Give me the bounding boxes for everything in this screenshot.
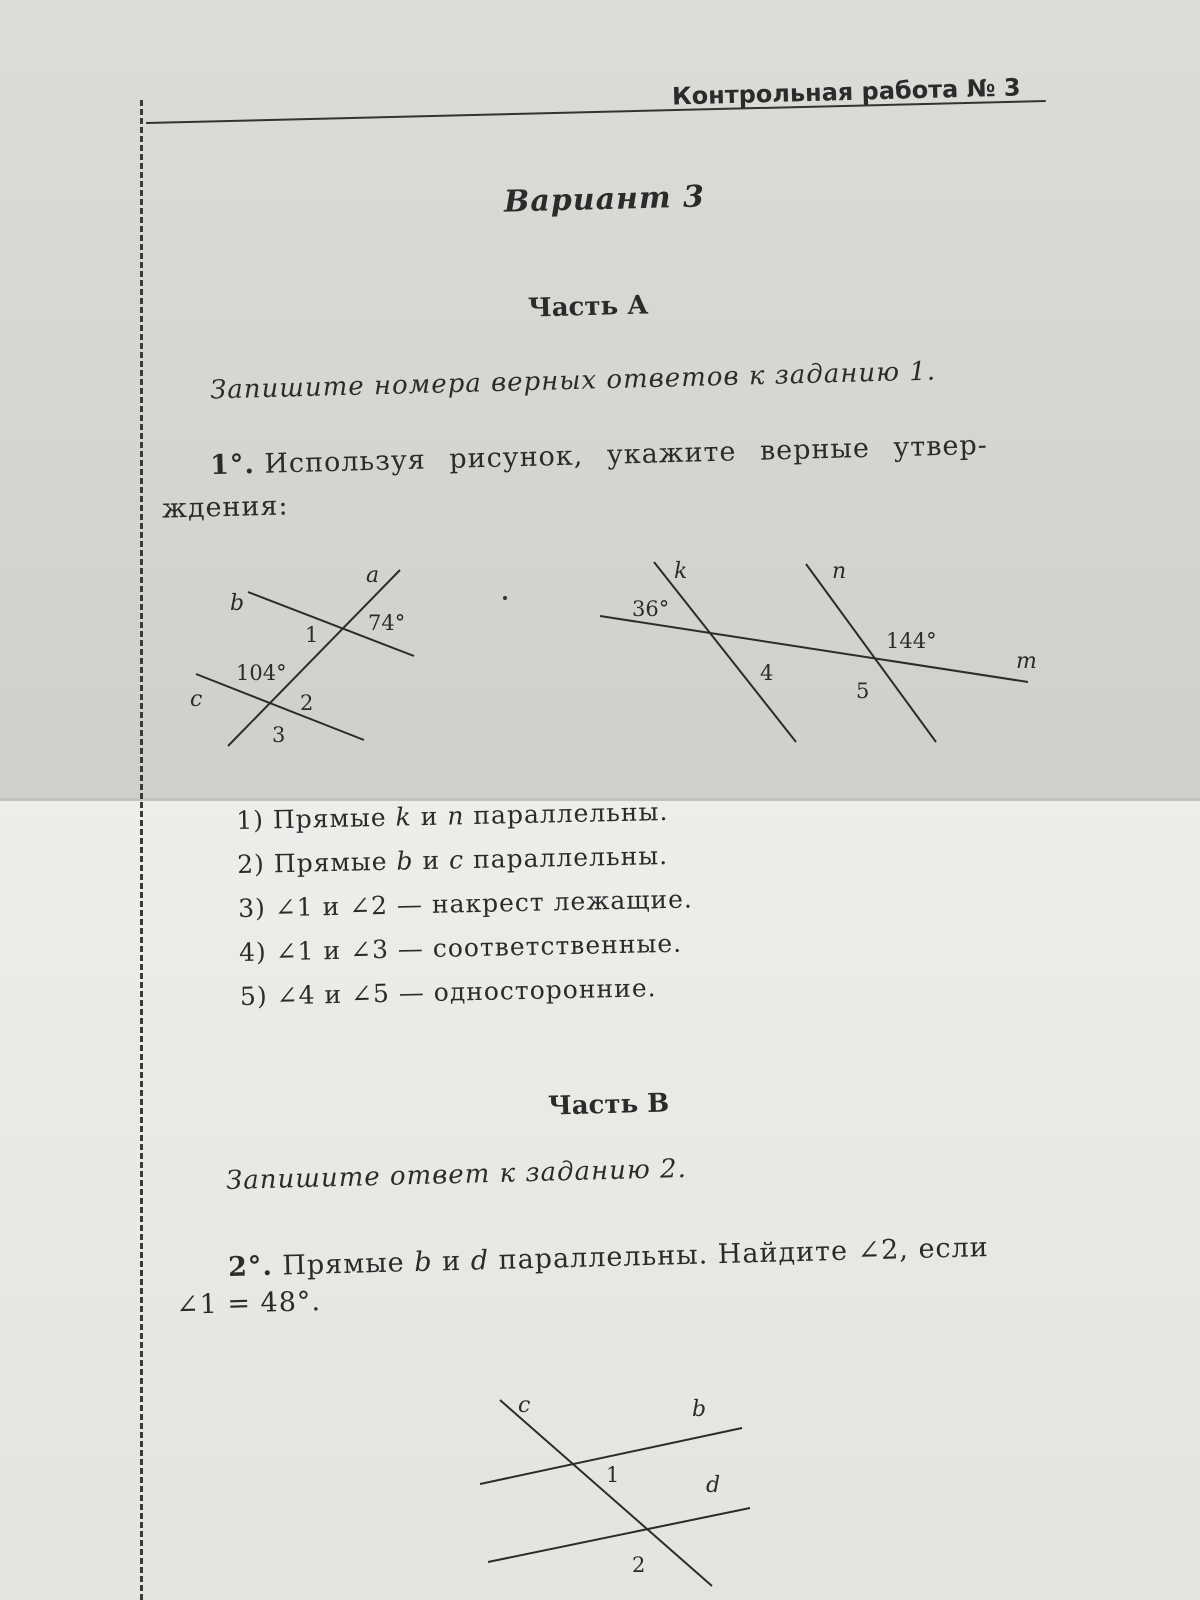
angle-104-label: 104° <box>236 661 287 685</box>
task-2-variable: b <box>413 1246 433 1279</box>
option-number: 1) <box>236 805 265 835</box>
answer-options <box>236 796 695 1025</box>
line-c <box>500 1400 712 1586</box>
part-b-instruction: Запишите ответ к заданию 2. <box>225 1153 688 1197</box>
variant-title: Вариант 3 <box>503 179 706 220</box>
figure-1-diagram <box>160 550 440 770</box>
line-k <box>654 562 796 742</box>
page-header-title: Контрольная работа № 3 <box>671 73 1021 111</box>
option-variable: b <box>396 846 414 876</box>
cut-line <box>140 100 143 1600</box>
label-c: c <box>518 1393 531 1418</box>
option-text: Прямые <box>272 802 387 835</box>
task-1-text: Используя рисунок, укажите верные утвер- <box>263 429 989 480</box>
task-2-number: 2°. <box>227 1250 274 1283</box>
label-d: d <box>706 1473 721 1498</box>
option-text: ∠1 и ∠3 — соответственные. <box>275 928 683 967</box>
option-text: параллельны. <box>473 796 669 831</box>
option-number: 3) <box>237 893 267 923</box>
label-n: n <box>832 559 847 584</box>
figure-2-diagram <box>600 550 1040 760</box>
option-variable: c <box>448 845 465 875</box>
option-text: параллельны. <box>472 840 669 875</box>
label-k: k <box>674 559 688 584</box>
angle-2-label: 2 <box>300 691 314 715</box>
angle-36-label: 36° <box>632 597 670 621</box>
task-2-line2: ∠1 = 48°. <box>175 1286 322 1321</box>
line-d <box>488 1508 750 1562</box>
label-m: m <box>1016 649 1037 674</box>
task-2-text: и <box>441 1245 462 1278</box>
figure-3-diagram <box>480 1390 760 1590</box>
label-c: c <box>190 687 203 712</box>
angle-3-label: 3 <box>272 723 286 747</box>
option-variable: n <box>446 801 465 831</box>
task-2-text: параллельны. Найдите ∠2, если <box>498 1232 990 1276</box>
line-n <box>806 564 936 742</box>
label-b: b <box>230 591 245 616</box>
option-number: 2) <box>236 849 266 879</box>
option-number: 5) <box>239 981 268 1011</box>
angle-74-label: 74° <box>368 611 406 635</box>
option-variable: k <box>395 802 413 832</box>
option-text: ∠1 и ∠2 — накрест лежащие. <box>274 884 694 923</box>
label-a: a <box>366 563 380 588</box>
stray-dot <box>503 596 507 600</box>
angle-144-label: 144° <box>886 629 937 653</box>
option-text: Прямые <box>273 846 388 879</box>
figure-2 <box>600 550 1040 760</box>
part-b-title: Часть В <box>547 1088 670 1122</box>
angle-2-label: 2 <box>632 1553 646 1577</box>
task-2-variable: d <box>470 1245 490 1277</box>
figure-1 <box>160 550 440 770</box>
line-m <box>600 616 1028 682</box>
option-text: и <box>420 801 439 832</box>
part-a-title: Часть А <box>527 290 649 324</box>
task-2-text: Прямые <box>281 1247 406 1282</box>
option-text: и <box>422 845 441 876</box>
angle-5-label: 5 <box>856 679 870 703</box>
angle-4-label: 4 <box>760 661 774 685</box>
option-text: ∠4 и ∠5 — односторонние. <box>276 973 657 1011</box>
task-1-line2: ждения: <box>161 490 289 525</box>
part-a-instruction: Запишите номера верных ответов к заданию 1. <box>209 356 937 406</box>
label-b: b <box>692 1397 707 1422</box>
figure-3 <box>480 1390 760 1590</box>
angle-1-label: 1 <box>606 1463 620 1487</box>
task-1-number: 1°. <box>209 449 256 482</box>
angle-1-label: 1 <box>305 623 319 647</box>
option-number: 4) <box>238 937 268 967</box>
